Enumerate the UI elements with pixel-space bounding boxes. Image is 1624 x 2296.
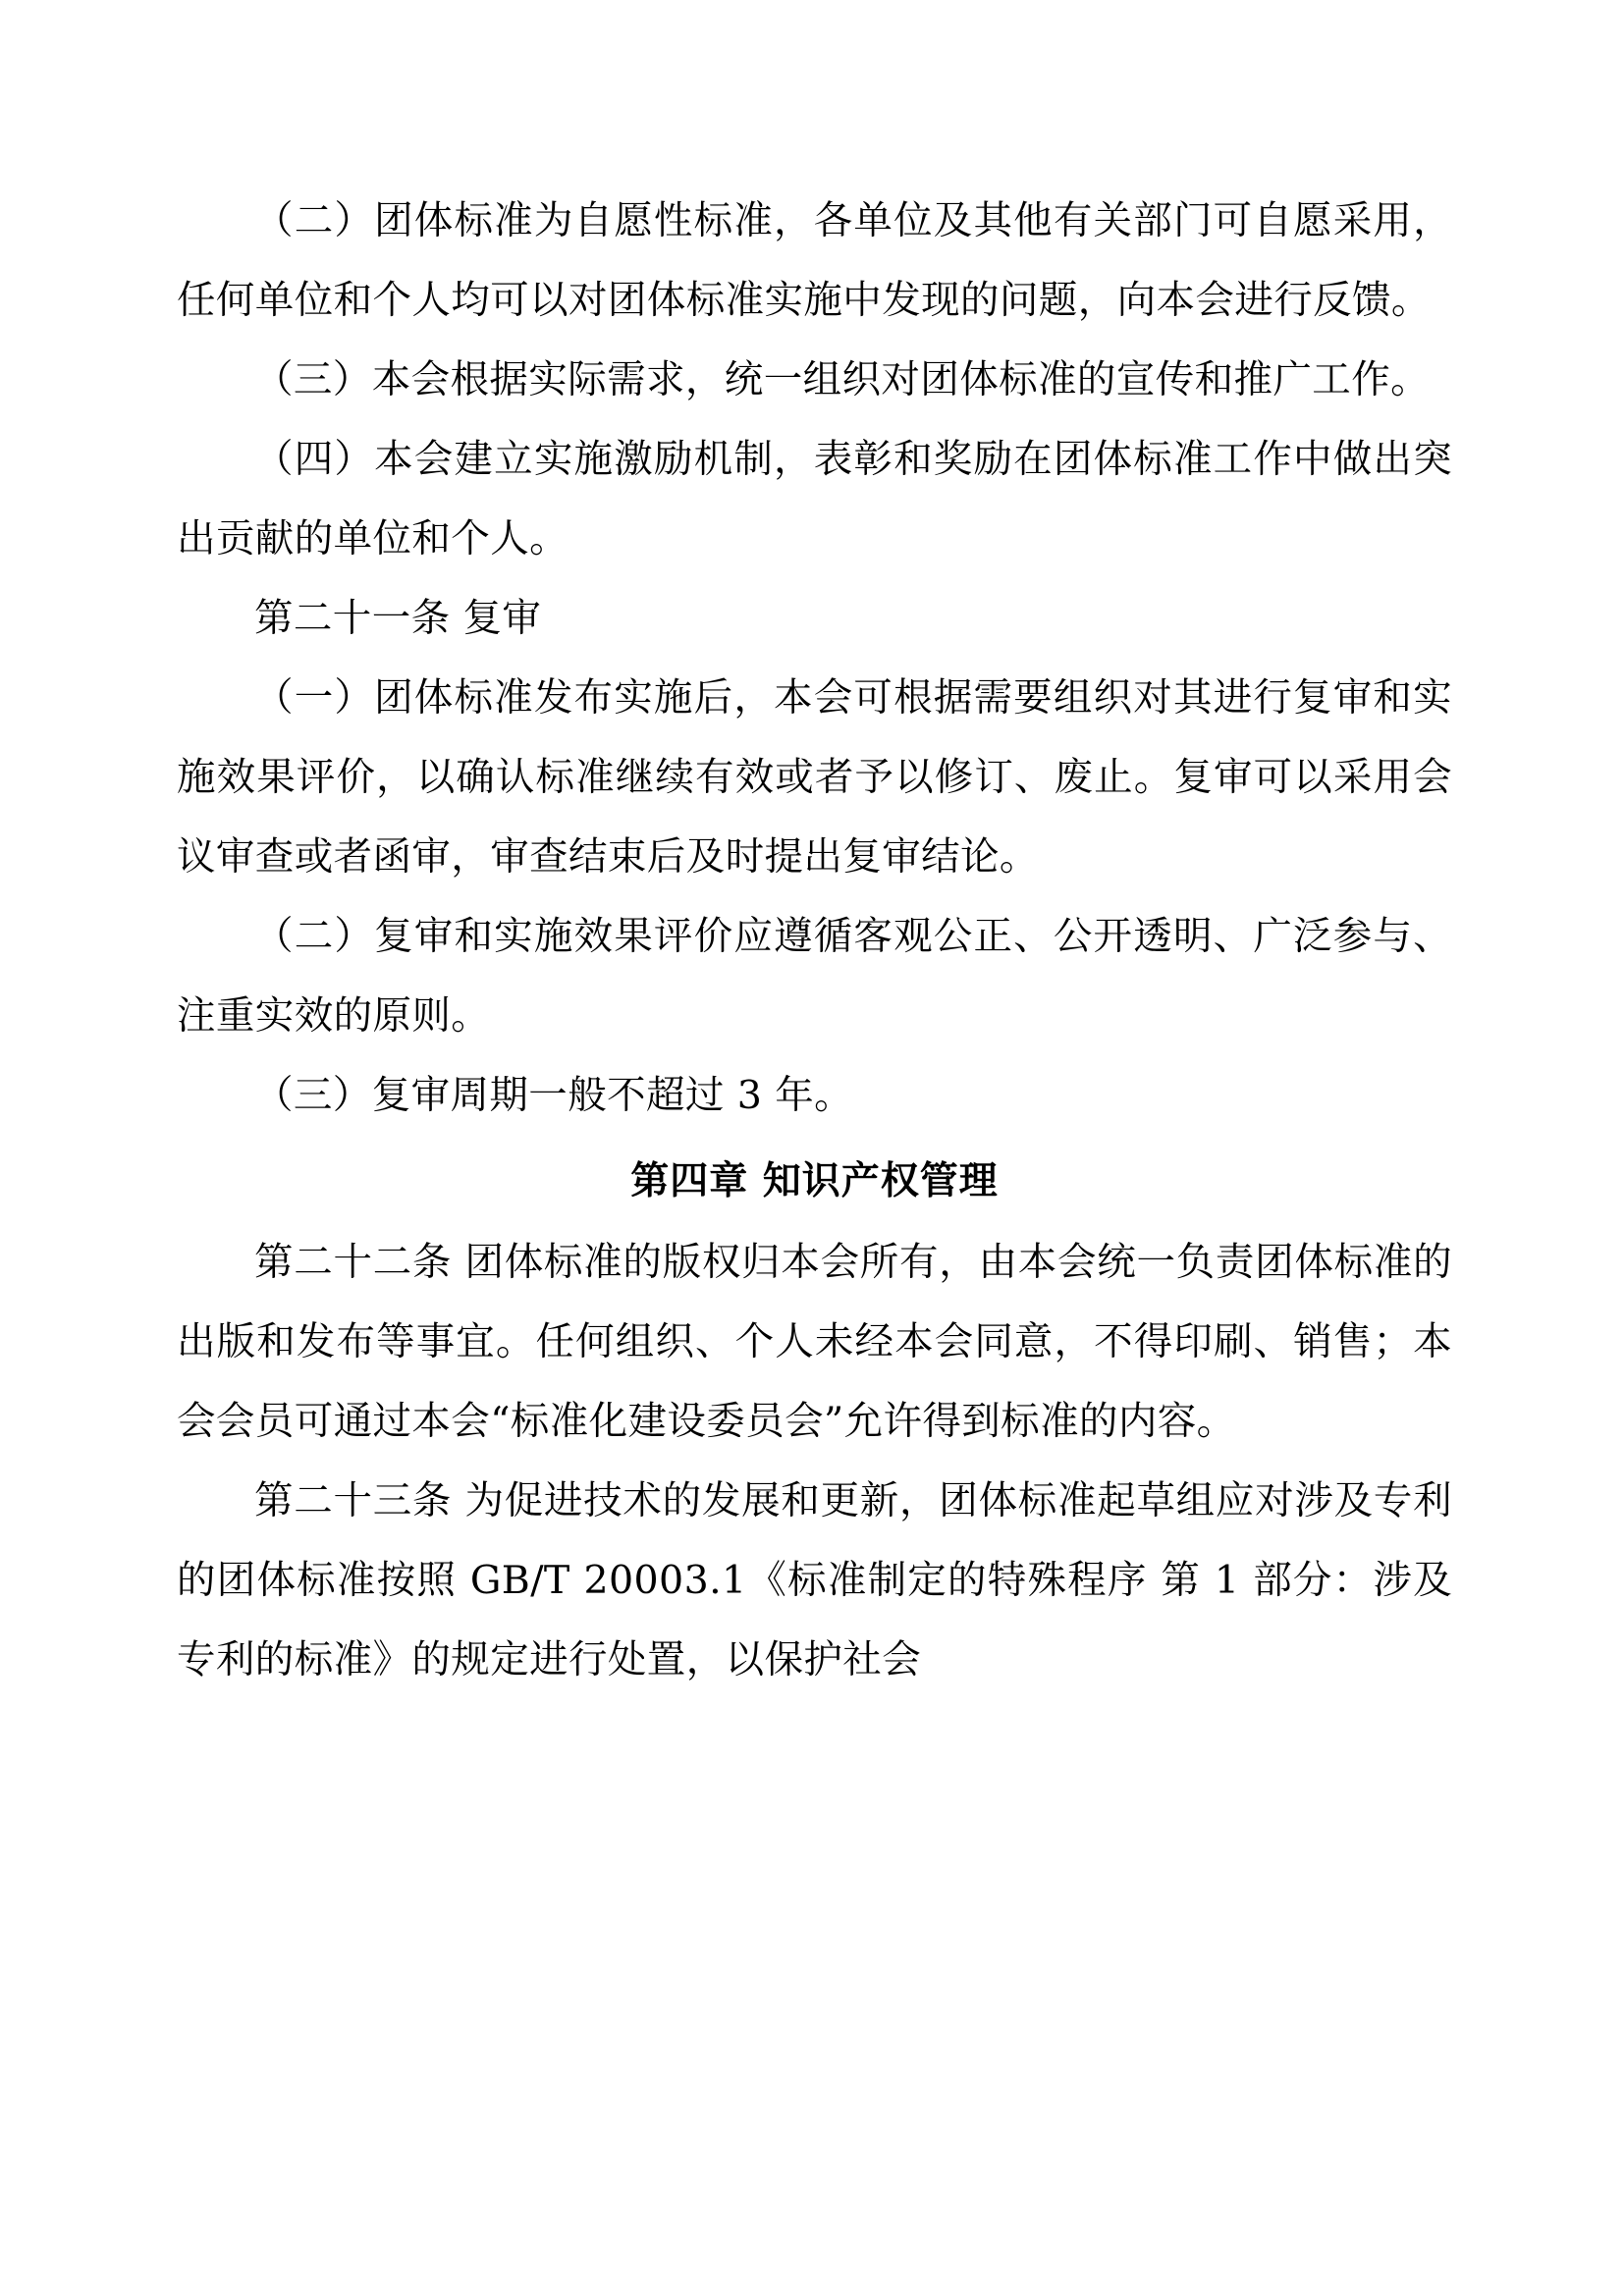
article-23: 第二十三条 为促进技术的发展和更新，团体标准起草组应对涉及专利的团体标准按照 GB/T 20003.1《标准制定的特殊程序 第 1 部分：涉及专利的标准》的规定进行处置，以保护社会 <box>177 1478 1452 1682</box>
paragraph-20-3: （三）本会根据实际需求，统一组织对团体标准的宣传和推广工作。 <box>254 357 1430 402</box>
paragraph-21-1: （一）团体标准发布实施后，本会可根据需要组织对其进行复审和实施效果评价，以确认标准继续有效或者予以修订、废止。复审可以采用会议审查或者函审，审查结束后及时提出复审结论。 <box>177 675 1452 880</box>
document-body <box>177 182 1452 1700</box>
paragraph-21-2: （二）复审和实施效果评价应遵循客观公正、公开透明、广泛参与、注重实效的原则。 <box>177 914 1452 1039</box>
article-22: 第二十二条 团体标准的版权归本会所有，由本会统一负责团体标准的出版和发布等事宜。任何组织、个人未经本会同意，不得印刷、销售；本会会员可通过本会“标准化建设委员会”允许得到标准的内容。 <box>177 1240 1452 1444</box>
chapter-4-heading: 第四章 知识产权管理 <box>630 1159 999 1203</box>
paragraph-21-3: （三）复审周期一般不超过 3 年。 <box>254 1073 854 1118</box>
article-21-title: 第二十一条 复审 <box>254 596 542 641</box>
paragraph-20-4: （四）本会建立实施激励机制，表彰和奖励在团体标准工作中做出突出贡献的单位和个人。 <box>177 437 1452 561</box>
paragraph-20-2: （二）团体标准为自愿性标准，各单位及其他有关部门可自愿采用，任何单位和个人均可以对团体标准实施中发现的问题，向本会进行反馈。 <box>177 198 1452 323</box>
